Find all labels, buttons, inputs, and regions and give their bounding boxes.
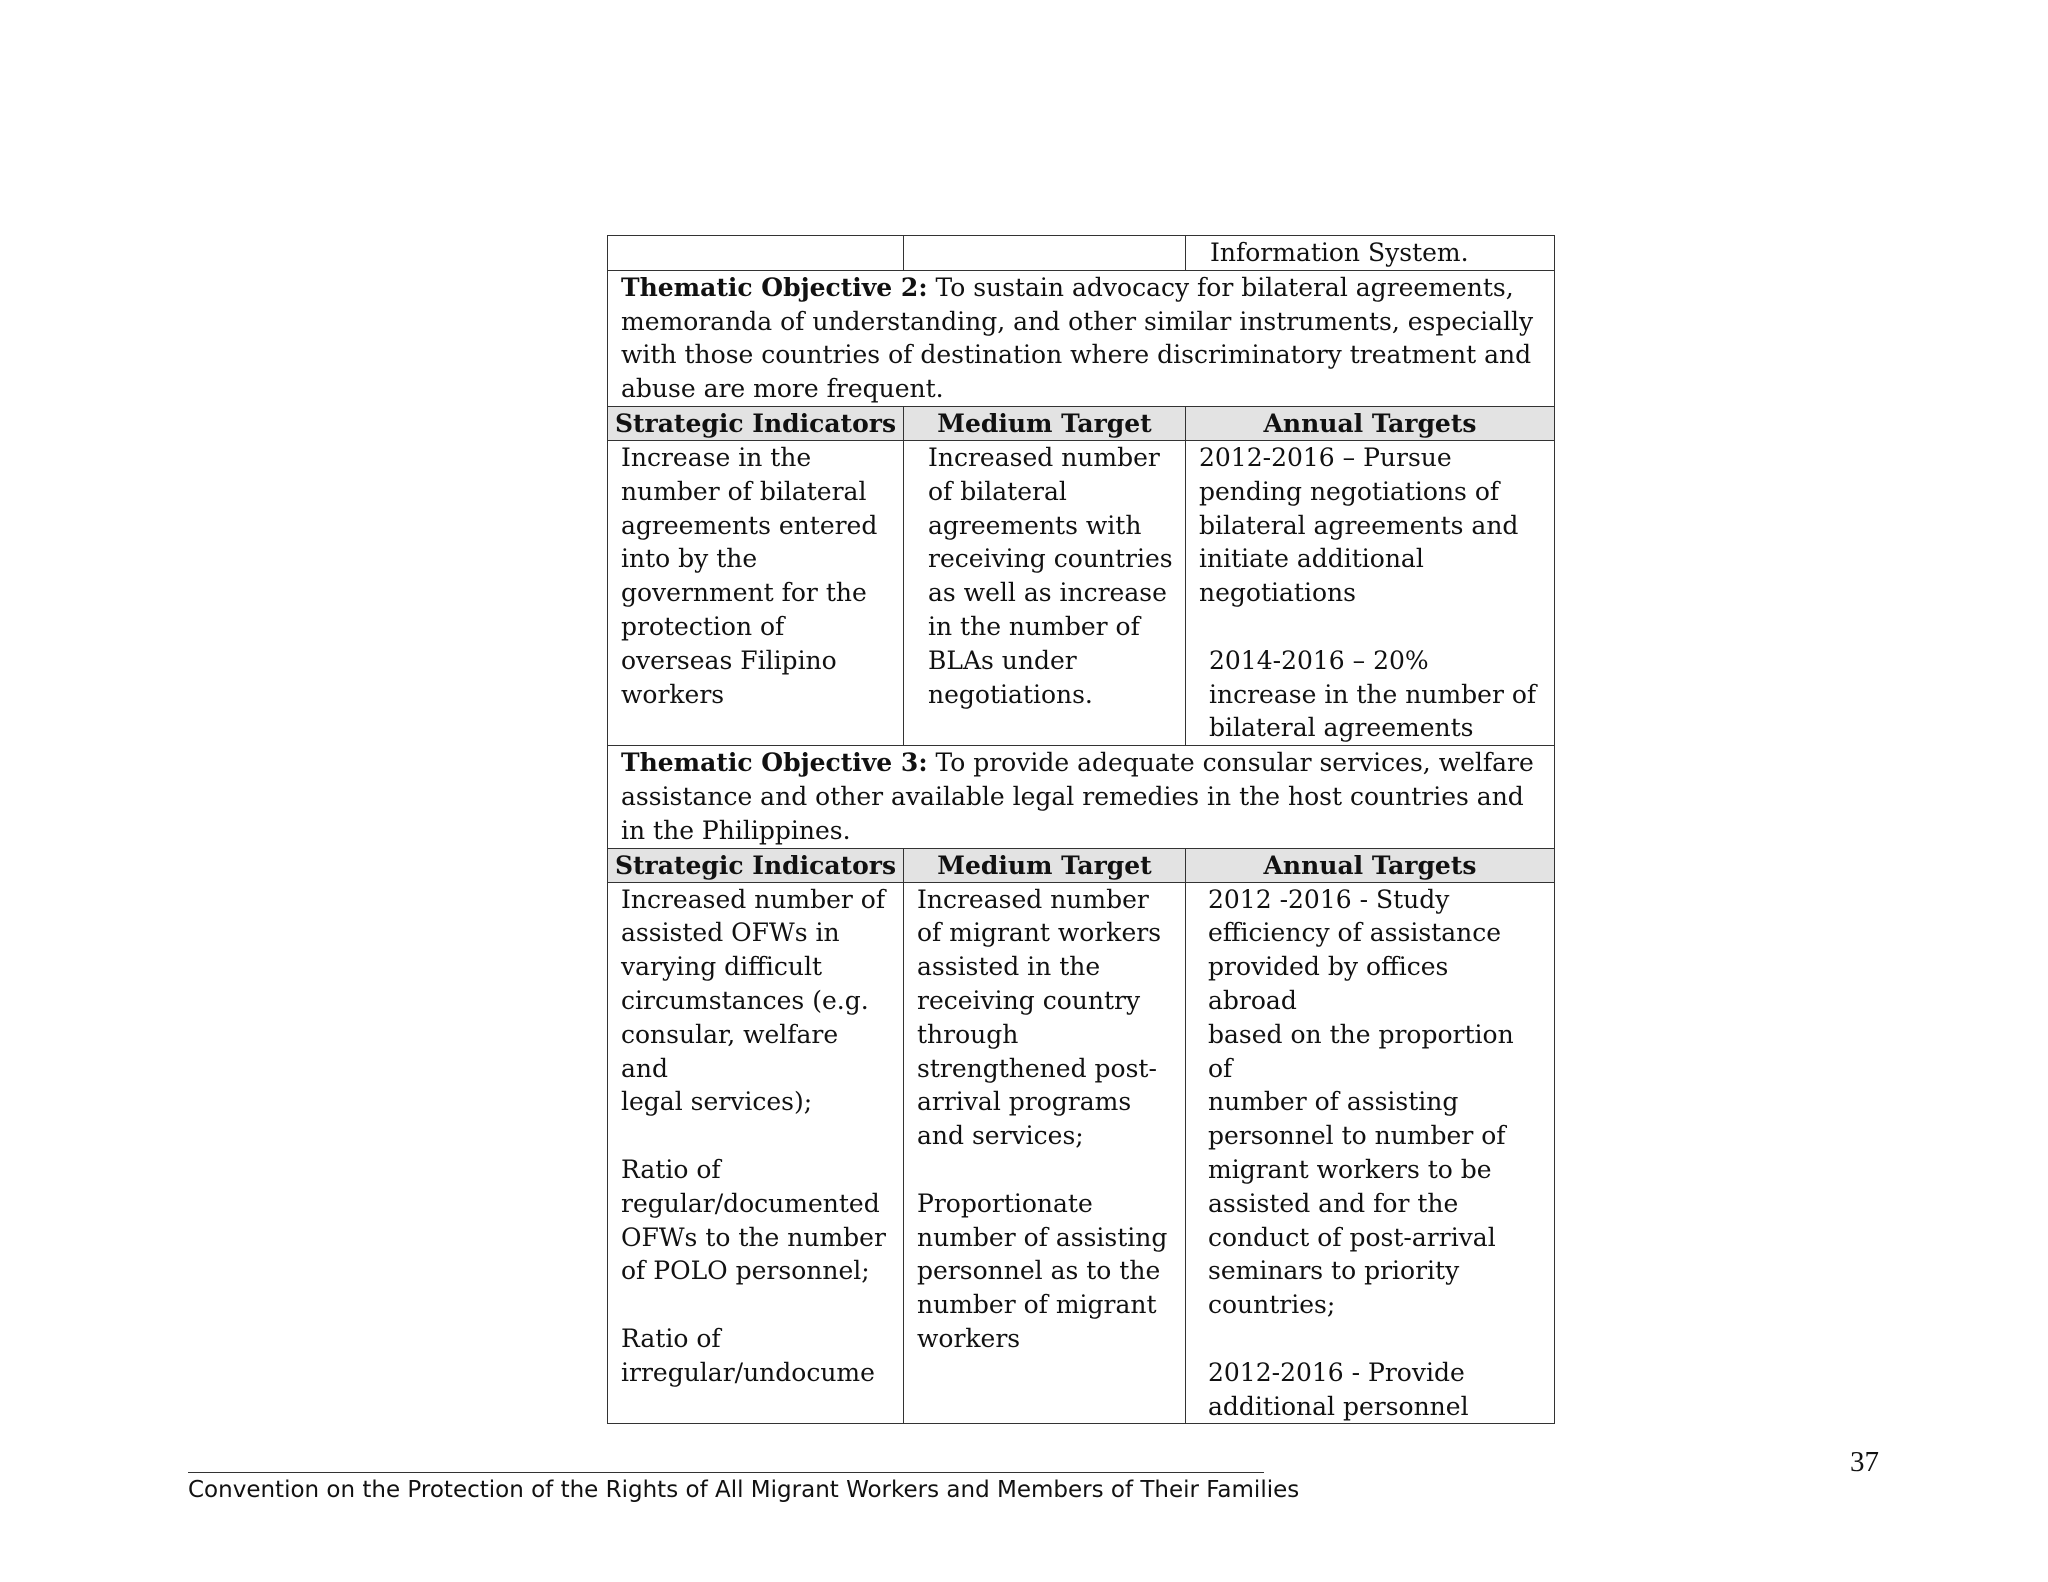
table-cell: [904, 236, 1186, 271]
objective-text: To sustain advocacy for bilateral agreements, memoranda of understanding, and other similar instruments, especially with those countries of destination where discriminatory treatment and abuse are more frequent.: [621, 272, 1534, 404]
header-row: [608, 848, 1555, 882]
objective-row: [608, 270, 1555, 406]
thematic-objective-3: [608, 746, 1555, 848]
strategic-indicators-cell: Increased number of assisted OFWs in varying difficult circumstances (e.g. consular, welfare and legal services); Ratio of regular/documented OFWs to the number of POLO personnel; Ratio of irregular/undocume: [608, 882, 904, 1424]
objective-text: To provide adequate consular services, welfare assistance and other available legal remedies in the host countries and in the Philippines.: [621, 748, 1534, 845]
annual-targets-cell: [1186, 440, 1555, 745]
footer-title: Convention on the Protection of the Rights of All Migrant Workers and Members of Their Families: [188, 1477, 1300, 1503]
column-header: Strategic Indicators: [608, 406, 904, 440]
strategic-indicators-cell: Increase in the number of bilateral agreements entered into by the government for the protection of overseas Filipino workers: [608, 440, 904, 745]
medium-target-cell: Increased number of migrant workers assisted in the receiving country through strengthened post- arrival programs and services; Proportionate number of assisting personnel as to the number of migrant workers: [904, 882, 1186, 1424]
column-header: Medium Target: [904, 406, 1186, 440]
footer-divider: [188, 1472, 1264, 1473]
table-row: [608, 236, 1555, 271]
column-header: Medium Target: [904, 848, 1186, 882]
medium-target-cell: Increased number of bilateral agreements with receiving countries as well as increase in the number of BLAs under negotiations.: [904, 440, 1186, 745]
column-header: Strategic Indicators: [608, 848, 904, 882]
annual-target-entry: 2014-2016 – 20% increase in the number of bilateral agreements: [1209, 645, 1537, 743]
annual-targets-cell: 2012 -2016 - Study efficiency of assistance provided by offices abroad based on the proportion of number of assisting personnel to number of migrant workers to be assisted and for the conduct of post-arrival seminars to priority countries; 2012-2016 - Provide additional personnel: [1186, 882, 1555, 1424]
table-cell: [608, 236, 904, 271]
page-number: 37: [1850, 1446, 1879, 1478]
column-header: Annual Targets: [1186, 848, 1555, 882]
targets-table: [607, 235, 1555, 1424]
objective-row: [608, 746, 1555, 848]
objective-label: Thematic Objective 2:: [621, 272, 928, 302]
thematic-objective-2: [608, 270, 1555, 406]
annual-target-entry: 2012-2016 – Pursue pending negotiations of bilateral agreements and initiate additional negotiations: [1199, 442, 1519, 608]
column-header: Annual Targets: [1186, 406, 1555, 440]
table-row: [608, 882, 1555, 1424]
table-row: [608, 440, 1555, 745]
table-cell: Information System.: [1186, 236, 1555, 271]
objective-label: Thematic Objective 3:: [621, 748, 928, 778]
header-row: [608, 406, 1555, 440]
